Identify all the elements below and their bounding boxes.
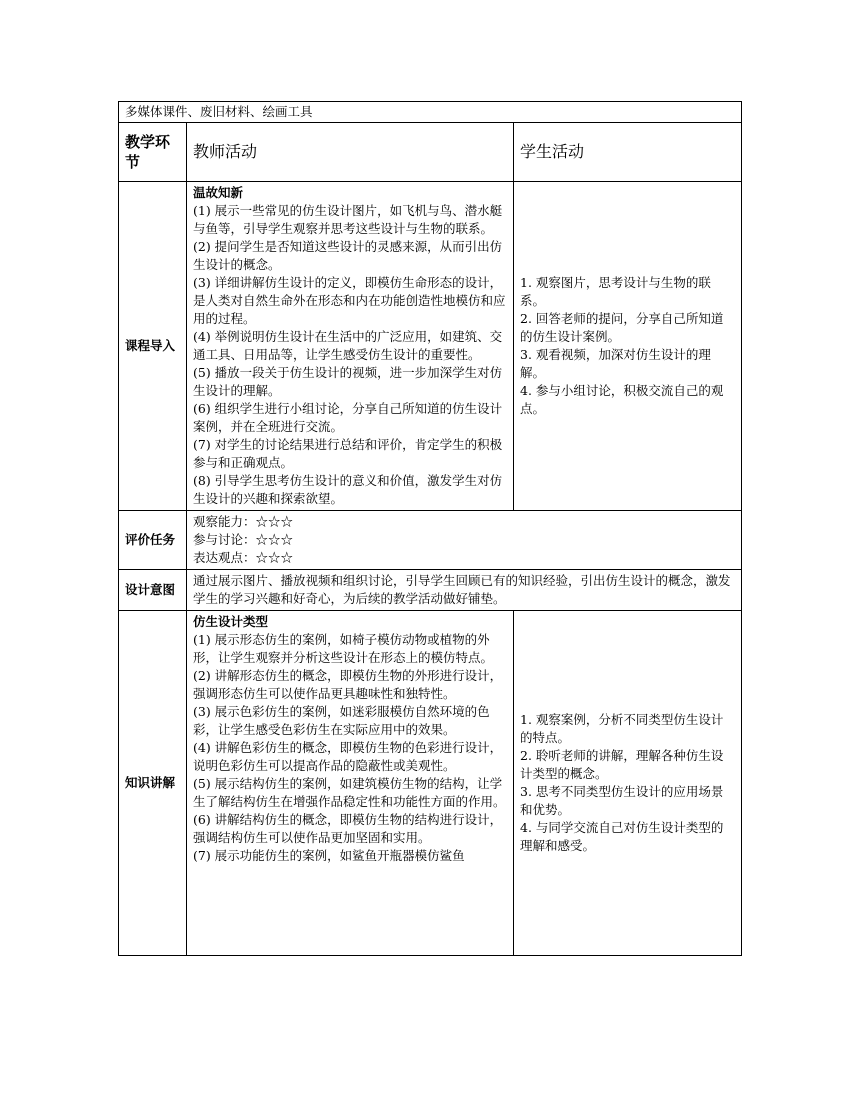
knowledge-teacher-content: [193, 613, 507, 953]
intro-teacher-item: (7) 对学生的讨论结果进行总结和评价，肯定学生的积极参与和正确观点。: [193, 437, 503, 470]
evaluation-row: [119, 511, 742, 570]
evaluation-item: 表达观点：☆☆☆: [193, 550, 294, 565]
knowledge-section-title: 仿生设计类型: [193, 614, 269, 629]
intro-teacher-cell: [187, 182, 514, 511]
evaluation-item: 参与讨论：☆☆☆: [193, 532, 294, 547]
knowledge-teacher-item: (1) 展示形态仿生的案例，如椅子模仿动物或植物的外形，让学生观察并分析这些设计在形态上的模仿特点。: [193, 632, 494, 665]
header-stage: 教学环节: [119, 123, 187, 182]
intro-teacher-item: (6) 组织学生进行小组讨论，分享自己所知道的仿生设计案例，并在全班进行交流。: [193, 401, 503, 434]
knowledge-teacher-item: (6) 讲解结构仿生的概念，即模仿生物的结构进行设计，强调结构仿生可以使作品更加坚固和实用。: [193, 812, 503, 845]
knowledge-student-item: 2. 聆听老师的讲解，理解各种仿生设计类型的概念。: [520, 748, 724, 781]
knowledge-teacher-item: (5) 展示结构仿生的案例，如建筑模仿生物的结构，让学生了解结构仿生在增强作品稳定性和功能性方面的作用。: [193, 776, 506, 809]
knowledge-stage-label: 知识讲解: [119, 611, 187, 956]
intro-teacher-item: (3) 详细讲解仿生设计的定义，即模仿生命形态的设计，是人类对自然生命外在形态和内在功能创造性地模仿和应用的过程。: [193, 275, 506, 326]
knowledge-teacher-cell: [187, 611, 514, 956]
evaluation-cell: [187, 511, 742, 570]
header-student-activity: 学生活动: [514, 123, 742, 182]
lesson-plan-table: [118, 101, 742, 956]
evaluation-item: 观察能力：☆☆☆: [193, 514, 294, 529]
intro-teacher-item: (2) 提问学生是否知道这些设计的灵感来源，从而引出仿生设计的概念。: [193, 239, 503, 272]
knowledge-row: [119, 611, 742, 956]
evaluation-stage-label: 评价任务: [119, 511, 187, 570]
knowledge-teacher-item: (3) 展示色彩仿生的案例，如迷彩服模仿自然环境的色彩，让学生感受色彩仿生在实际应用中的效果。: [193, 704, 490, 737]
knowledge-student-item: 1. 观察案例，分析不同类型仿生设计的特点。: [520, 712, 724, 745]
intro-stage-label: 课程导入: [119, 182, 187, 511]
header-row: [119, 123, 742, 182]
knowledge-student-item: 3. 思考不同类型仿生设计的应用场景和优势。: [520, 784, 724, 817]
design-intent-text: 通过展示图片、播放视频和组织讨论，引导学生回顾已有的知识经验，引出仿生设计的概念，激发学生的学习兴趣和好奇心，为后续的教学活动做好铺垫。: [187, 570, 742, 611]
materials-text: 多媒体课件、废旧材料、绘画工具: [119, 102, 742, 123]
intro-row: [119, 182, 742, 511]
lesson-plan-page: [118, 101, 741, 956]
knowledge-teacher-item: (4) 讲解色彩仿生的概念，即模仿生物的色彩进行设计，说明色彩仿生可以提高作品的隐蔽性或美观性。: [193, 740, 503, 773]
intro-student-item: 3. 观看视频，加深对仿生设计的理解。: [520, 347, 711, 380]
intro-student-item: 2. 回答老师的提问，分享自己所知道的仿生设计案例。: [520, 311, 724, 344]
intro-teacher-item: (1) 展示一些常见的仿生设计图片，如飞机与鸟、潜水艇与鱼等，引导学生观察并思考这些设计与生物的联系。: [193, 203, 503, 236]
knowledge-teacher-item: (7) 展示功能仿生的案例，如鲨鱼开瓶器模仿鲨鱼: [193, 848, 465, 863]
intro-student-item: 1. 观察图片，思考设计与生物的联系。: [520, 275, 711, 308]
knowledge-student-cell: [514, 611, 742, 956]
knowledge-teacher-item: (2) 讲解形态仿生的概念，即模仿生物的外形进行设计，强调形态仿生可以使作品更具趣味性和独特性。: [193, 668, 503, 701]
intro-teacher-item: (8) 引导学生思考仿生设计的意义和价值，激发学生对仿生设计的兴趣和探索欲望。: [193, 473, 503, 506]
intro-student-cell: [514, 182, 742, 511]
design-intent-row: [119, 570, 742, 611]
header-teacher-activity: 教师活动: [187, 123, 514, 182]
design-stage-label: 设计意图: [119, 570, 187, 611]
intro-student-item: 4. 参与小组讨论，积极交流自己的观点。: [520, 383, 724, 416]
intro-teacher-item: (4) 举例说明仿生设计在生活中的广泛应用，如建筑、交通工具、日用品等，让学生感受仿生设计的重要性。: [193, 329, 503, 362]
intro-teacher-item: (5) 播放一段关于仿生设计的视频，进一步加深学生对仿生设计的理解。: [193, 365, 503, 398]
knowledge-student-item: 4. 与同学交流自己对仿生设计类型的理解和感受。: [520, 820, 724, 853]
materials-row: [119, 102, 742, 123]
intro-section-title: 温故知新: [193, 185, 244, 200]
